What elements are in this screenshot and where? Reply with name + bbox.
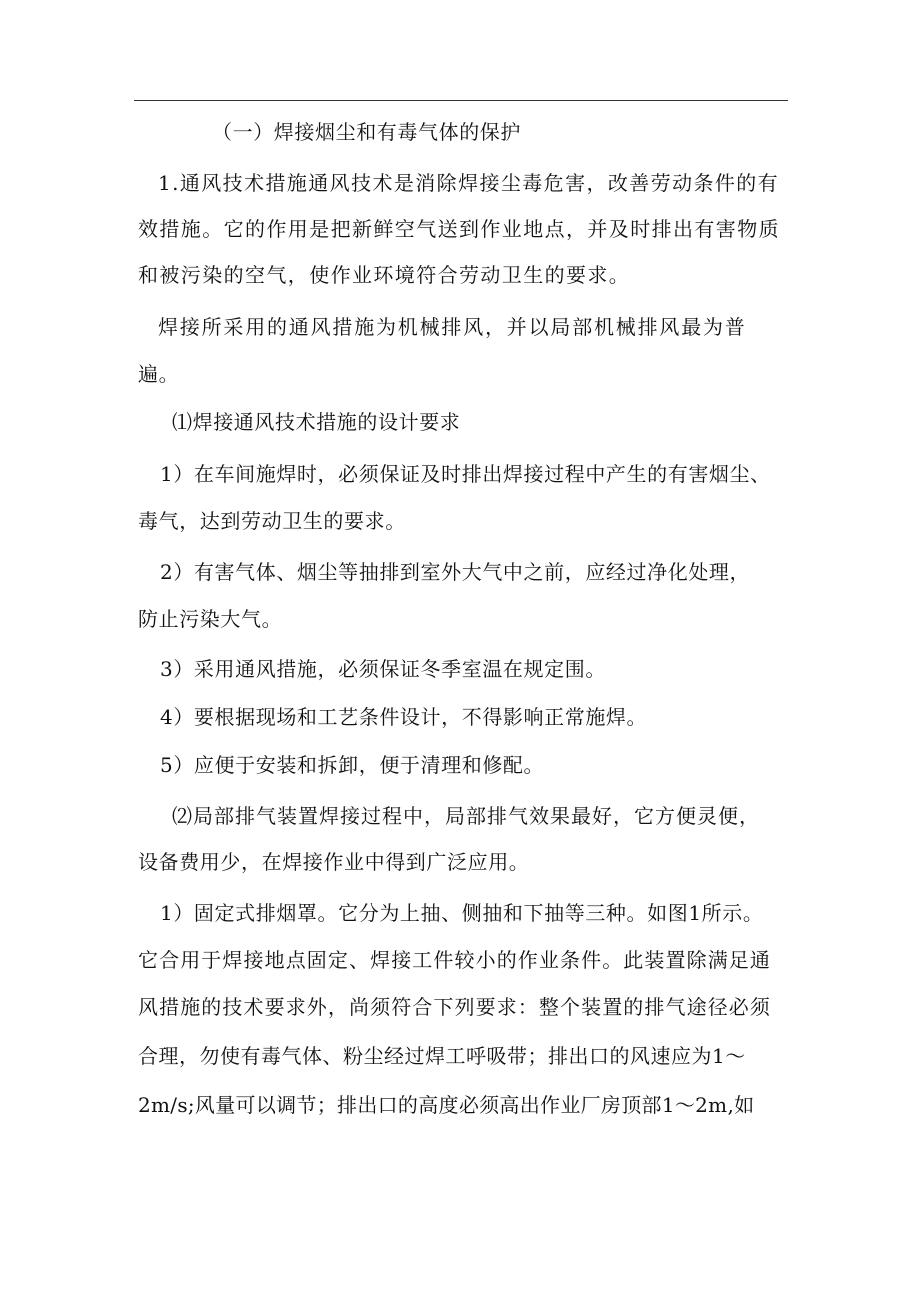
list-item-line: 1）固定式排烟罩。它分为上抽、侧抽和下抽等三种。如图1所示。 bbox=[160, 901, 764, 925]
paragraph-line: 和被污染的空气，使作业环境符合劳动卫生的要求。 bbox=[138, 263, 631, 287]
list-item-line: 1）在车间施焊时，必须保证及时排出焊接过程中产生的有害烟尘、 bbox=[160, 462, 771, 486]
list-item-line: 2）有害气体、烟尘等抽排到室外大气中之前，应经过净化处理， bbox=[160, 560, 751, 584]
paragraph-line: 合理，勿使有毒气体、粉尘经过焊工呼吸带；排出口的风速应为1～ bbox=[138, 1044, 746, 1068]
list-item-line: 防止污染大气。 bbox=[138, 607, 283, 631]
paragraph-line: 1.通风技术措施通风技术是消除焊接尘毒危害，改善劳动条件的有 bbox=[158, 171, 780, 195]
paragraph-line: 风措施的技术要求外，尚须符合下列要求：整个装置的排气途径必须 bbox=[138, 995, 771, 1019]
section-heading: （一）焊接烟尘和有毒气体的保护 bbox=[212, 120, 521, 144]
paragraph-line: 它合用于焊接地点固定、焊接工件较小的作业条件。此装置除满足通 bbox=[138, 948, 771, 972]
paragraph-line: 效措施。它的作用是把新鲜空气送到作业地点，并及时排出有害物质 bbox=[138, 217, 780, 241]
list-item-line: 毒气，达到劳动卫生的要求。 bbox=[138, 509, 406, 533]
subsection-heading: ⑵局部排气装置焊接过程中，局部排气效果最好，它方便灵便， bbox=[172, 804, 760, 828]
paragraph-line: 焊接所采用的通风措施为机械排风，并以局部机械排风最为普 bbox=[158, 315, 747, 339]
list-item-line: 5）应便于安装和拆卸，便于清理和修配。 bbox=[160, 753, 545, 777]
paragraph-line: 2m/s;风量可以调节；排出口的高度必须高出作业厂房顶部1～2m,如 bbox=[138, 1093, 755, 1117]
subsection-heading: ⑴焊接通风技术措施的设计要求 bbox=[172, 410, 461, 434]
header-rule bbox=[134, 100, 788, 101]
paragraph-line: 设备费用少，在焊接作业中得到广泛应用。 bbox=[138, 850, 530, 874]
list-item-line: 3）采用通风措施，必须保证冬季室温在规定围。 bbox=[160, 657, 606, 681]
paragraph-line: 遍。 bbox=[138, 362, 180, 386]
list-item-line: 4）要根据现场和工艺条件设计，不得影响正常施焊。 bbox=[160, 705, 648, 729]
